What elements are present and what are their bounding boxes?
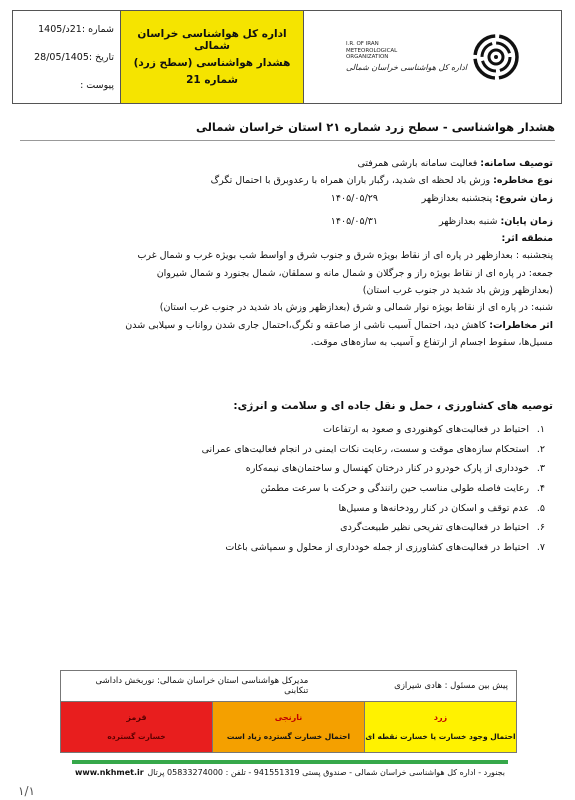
list-item <box>202 440 545 460</box>
letter-attachment: پیوست : <box>80 79 114 91</box>
item-number: ۶. <box>536 522 545 534</box>
item-number: ۱. <box>536 424 545 435</box>
meteorological-organization-logo-icon <box>473 34 519 80</box>
effects-label: اثر مخاطرات: <box>489 319 553 331</box>
org-logo-area <box>304 11 561 103</box>
affected-area-label: منطقه اثر: <box>501 233 553 245</box>
start-date: ۱۴۰۵/۰۵/۲۹ <box>330 192 378 204</box>
item-number: ۵. <box>536 502 545 514</box>
item-text: احتیاط در فعالیت‌های کشاورزی از جمله خودداری از محلول و سمپاشی باغات <box>225 542 529 554</box>
end-date: ۱۴۰۵/۰۵/۳۱ <box>330 215 378 227</box>
level-red-desc: خسارت گسترده <box>107 732 166 741</box>
item-number: ۳. <box>536 463 545 475</box>
forecaster: پیش بین مسئول : هادی شیرازی <box>394 681 508 691</box>
list-item <box>202 499 545 519</box>
website-link[interactable]: www.nkhmet.ir <box>75 768 144 777</box>
footer-divider <box>72 760 508 764</box>
level-red-name: قرمز <box>126 713 147 722</box>
list-item <box>202 420 545 440</box>
list-item <box>202 518 545 538</box>
recommendations-title: توصیه های کشاورزی ، حمل و نقل جاده ای و سلامت و انرژی: <box>233 400 553 412</box>
start-time <box>18 190 553 207</box>
logo-caption <box>346 41 467 74</box>
level-red <box>61 702 212 752</box>
recommendations-list <box>202 420 545 558</box>
end-time <box>18 213 553 230</box>
item-text: خودداری از پارک خودرو در کنار درختان کهنسال و ساختمان‌های نیمه‌کاره <box>245 463 529 475</box>
area-friday: جمعه: در پاره ای از نقاط بویژه راز و جرگلان و شمال مانه و سملقان، شمال بجنورد و شمال شیروان <box>156 267 553 279</box>
area-saturday: شنبه: در پاره ای از نقاط بویژه نوار شمالی و شرق (بعدازظهر وزش باد شدید در جنوب غرب استان) <box>159 302 553 314</box>
list-item <box>202 459 545 479</box>
item-text: احتیاط در فعالیت‌های تفریحی نظیر طبیعت‌گردی <box>340 522 529 534</box>
system-value: فعالیت سامانه بارشی همرفتی <box>357 158 481 169</box>
signature-and-levels <box>60 670 517 753</box>
logo-line-1: I.R. OF IRAN <box>345 40 379 47</box>
list-item <box>202 538 545 558</box>
letter-meta <box>13 11 121 103</box>
level-yellow-desc: احتمال وجود خسارت یا خسارت نقطه ای <box>365 732 516 741</box>
letter-date: تاریخ :28/05/1405 <box>34 51 114 63</box>
item-text: رعایت فاصله طولی مناسب حین رانندگی و حرکت با سرعت مطمئن <box>260 483 529 495</box>
letter-number: شماره :21د/1405 <box>38 23 114 35</box>
logo-persian-caption: اداره کل هواشناسی خراسان شمالی <box>345 63 468 73</box>
signatories <box>61 671 516 702</box>
page-title: هشدار هواشناسی - سطح زرد شماره ۲۱ استان خراسان شمالی <box>195 120 555 134</box>
org-name: اداره کل هواشناسی خراسان شمالی <box>137 28 287 52</box>
level-orange <box>212 702 364 752</box>
system-label: توصیف سامانه: <box>480 158 553 169</box>
logo-line-2: METEOROLOGICAL <box>345 47 398 54</box>
start-value: پنجشنبه بعدازظهر <box>421 192 496 204</box>
director: مدیرکل هواشناسی استان خراسان شمالی: نوربخش داداشی تنکابنی <box>95 676 309 696</box>
contact-address <box>75 768 505 777</box>
warning-banner <box>121 11 304 103</box>
end-label: زمان پایان: <box>500 215 553 227</box>
item-number: ۲. <box>536 443 545 455</box>
hazard-type <box>18 172 553 189</box>
area-friday-note: (بعدازظهر وزش باد شدید در جنوب غرب استان) <box>362 285 553 297</box>
system-description <box>18 155 553 172</box>
warning-details <box>18 155 553 351</box>
hazard-value: وزش باد لحظه ای شدید، رگبار باران همراه با رعدوبرق با احتمال تگرگ <box>210 175 494 187</box>
start-label: زمان شروع: <box>495 192 553 204</box>
level-orange-name: نارنجی <box>274 713 303 722</box>
warning-levels-legend <box>61 702 516 752</box>
warning-number: شماره 21 <box>186 74 238 86</box>
area-thursday: پنجشنبه : بعدازظهر در پاره ای از نقاط بویژه شرق و جنوب شرق و اواسط شب بویژه غرب و شمال غرب <box>137 250 553 262</box>
warning-type: هشدار هواشناسی (سطح زرد) <box>133 57 291 69</box>
hazard-effects <box>18 317 553 334</box>
effects-value: کاهش دید، احتمال آسیب ناشی از صاعقه و تگرگ،احتمال جاری شدن رواناب و سیلابی شدن <box>125 319 490 331</box>
item-number: ۷. <box>536 542 545 554</box>
item-number: ۴. <box>536 483 545 495</box>
address-text: بجنورد - اداره کل هواشناسی خراسان شمالی - صندوق پستی 941551319 - تلفن : 05833274000 پرتال <box>147 768 505 777</box>
end-value: شنبه بعدازظهر <box>439 215 501 227</box>
page-marker: ۱/۱ <box>18 784 35 798</box>
logo-line-3: ORGANIZATION <box>345 54 389 61</box>
level-yellow-name: زرد <box>433 713 448 722</box>
level-orange-desc: احتمال خسارت گسترده زیاد است <box>226 732 351 741</box>
title-divider <box>20 140 555 141</box>
item-text: عدم توقف و اسکان در کنار رودخانه‌ها و مسیل‌ها <box>338 502 529 514</box>
letterhead <box>12 10 562 104</box>
list-item <box>202 479 545 499</box>
hazard-effects-cont: مسیل‌ها، سقوط اجسام از ارتفاع و آسیب به سازه‌های موقت. <box>310 336 553 348</box>
hazard-label: نوع مخاطره: <box>493 175 553 187</box>
level-yellow <box>364 702 516 752</box>
item-text: احتیاط در فعالیت‌های کوهنوردی و صعود به ارتفاعات <box>323 424 529 435</box>
item-text: استحکام سازه‌های موقت و سست، رعایت نکات ایمنی در انجام فعالیت‌های عمرانی <box>201 443 529 455</box>
